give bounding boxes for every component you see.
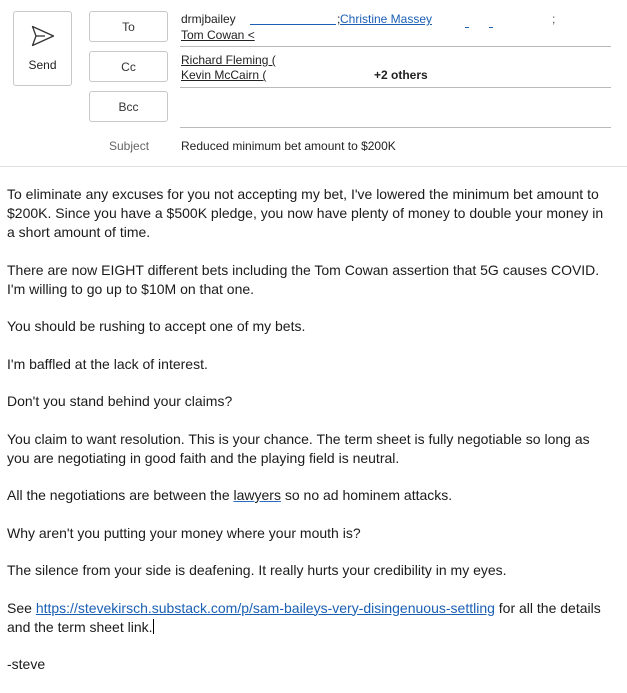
redaction-line <box>250 24 336 25</box>
more-recipients[interactable]: +2 others <box>374 68 428 82</box>
body-paragraph <box>7 486 607 505</box>
bcc-field[interactable] <box>180 89 611 128</box>
body-paragraph: You should be rushing to accept one of my bets. <box>7 318 306 334</box>
body-paragraph: Why aren't you putting your money where your mouth is? <box>7 524 361 541</box>
body-paragraph: You claim to want resolution. This is your chance. The term sheet is fully negotiable so long as you are negotiating in good faith and the playing field is neutral. <box>7 430 590 466</box>
recipient-tom-cowan[interactable]: Tom Cowan < <box>181 28 255 42</box>
redaction-dot <box>465 27 469 28</box>
cc-button[interactable]: Cc <box>89 51 168 82</box>
text-cursor <box>153 619 154 634</box>
body-paragraph: The silence from your side is deafening. It really hurts your credibility in my eyes. <box>7 562 507 578</box>
redaction-dot <box>489 27 493 28</box>
body-text: All the negotiations are between the <box>7 487 234 503</box>
recipient-separator: ; <box>337 12 341 26</box>
to-button[interactable]: To <box>89 11 168 42</box>
body-paragraph: I'm baffled at the lack of interest. <box>7 355 208 372</box>
recipient-christine-massey[interactable]: Christine Massey <box>340 12 433 26</box>
body-text: See <box>7 599 36 616</box>
body-paragraph <box>7 599 607 637</box>
message-body[interactable] <box>7 185 607 693</box>
recipient-separator: ; <box>552 12 556 26</box>
body-paragraph: Don't you stand behind your claims? <box>7 393 233 409</box>
bcc-button[interactable]: Bcc <box>89 91 168 122</box>
recipient-kevin-mccairn[interactable]: Kevin McCairn ( <box>181 68 267 82</box>
substack-link[interactable]: https://stevekirsch.substack.com/p/sam-baileys-very-disingenuous-settling <box>35 599 495 616</box>
signature: -steve <box>7 656 46 672</box>
body-paragraph: There are now EIGHT different bets including the Tom Cowan assertion that 5G causes COVID. I'm willing to go up to $10M on that one. <box>7 261 600 297</box>
cc-field[interactable] <box>180 49 611 88</box>
body-text: for all the details and the term sheet link. <box>7 599 601 635</box>
recipient-richard-fleming[interactable]: Richard Fleming ( <box>181 53 276 67</box>
body-text: so no ad hominem attacks. <box>280 487 453 503</box>
header-divider <box>0 166 627 167</box>
to-field[interactable] <box>180 8 611 47</box>
recipient-drmjbailey[interactable]: drmjbailey <box>181 12 236 26</box>
send-button[interactable] <box>13 11 72 86</box>
spellcheck-word[interactable]: lawyers <box>233 487 281 503</box>
body-paragraph: To eliminate any excuses for you not accepting my bet, I've lowered the minimum bet amount to $200K. Since you have a $500K pledge, you now have plenty of money to double your money in a short amount of time. <box>7 186 604 240</box>
subject-label: Subject <box>109 139 150 153</box>
send-icon <box>31 25 55 47</box>
send-label: Send <box>28 58 57 72</box>
subject-input[interactable]: Reduced minimum bet amount to $200K <box>181 139 396 153</box>
